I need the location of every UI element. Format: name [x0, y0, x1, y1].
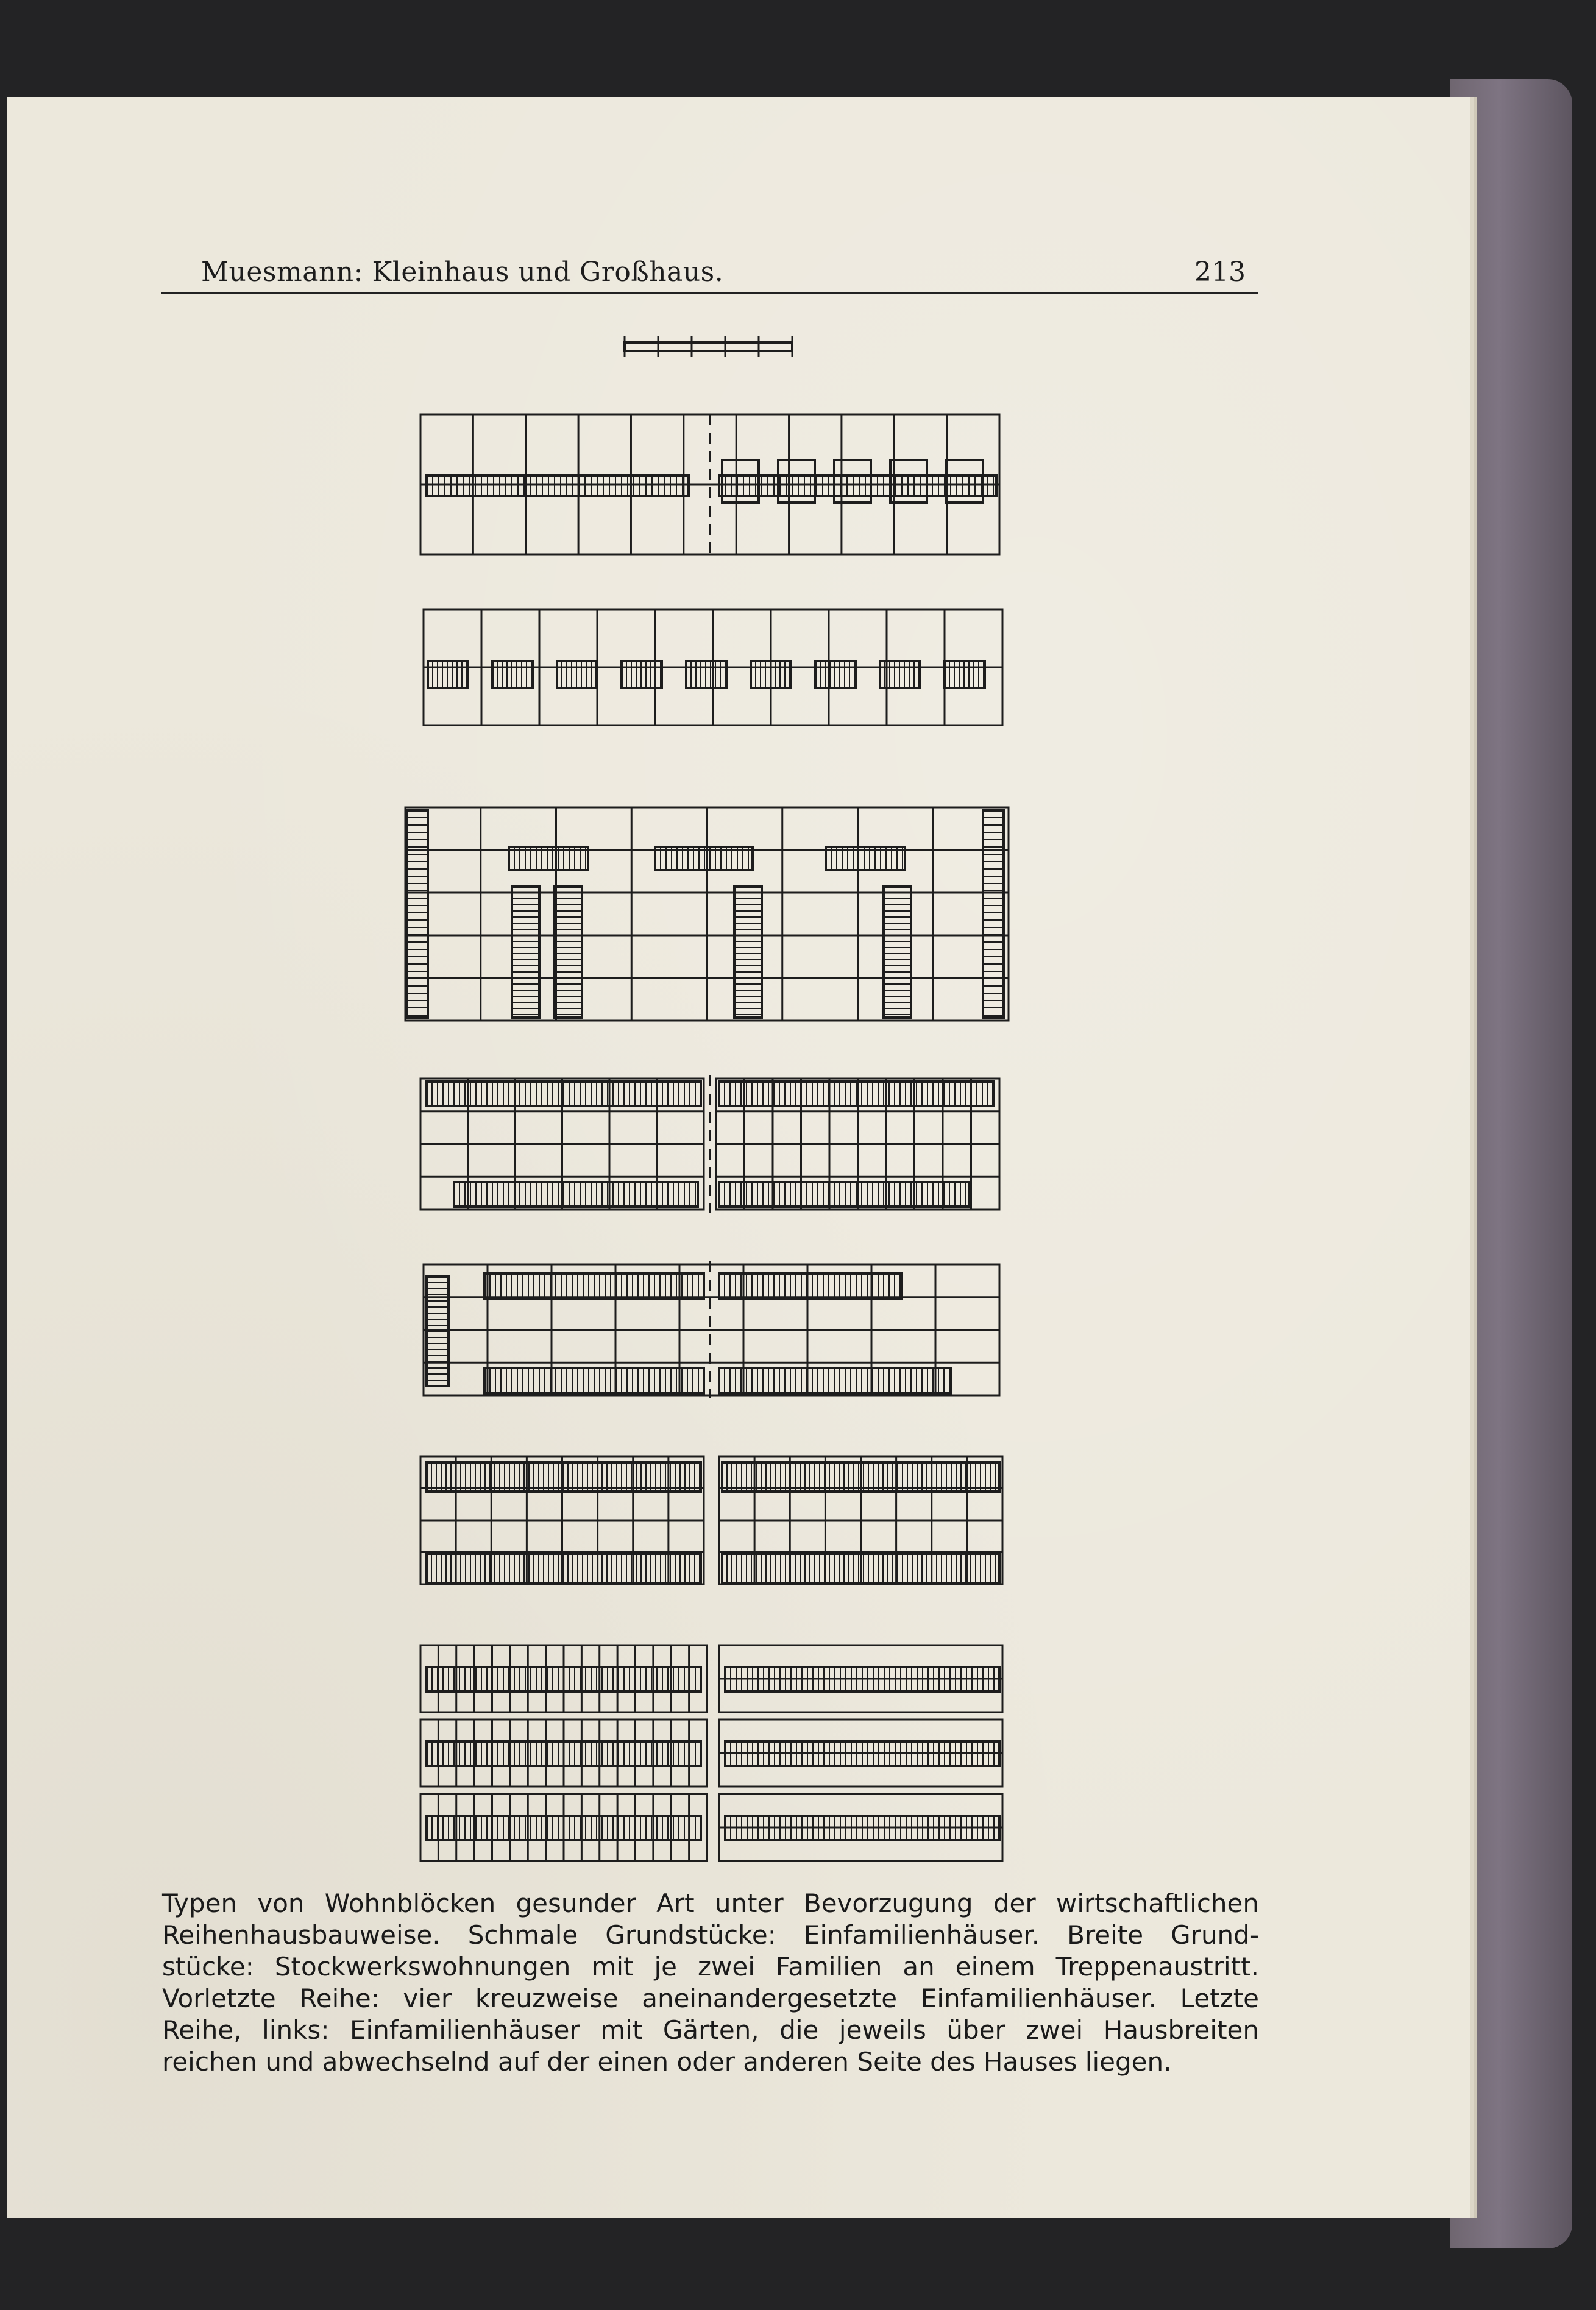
caption-line-2: Reihenhausbauweise. Schmale Grundstücke: Einfamilienhäuser. Breite Grund-	[162, 1920, 1259, 1950]
plan-3-column-4	[884, 887, 911, 1018]
plan-1-row-houses-right	[719, 475, 996, 496]
plan-4-left-bottom	[454, 1182, 698, 1206]
plan-3-column-3	[734, 887, 762, 1018]
caption-line-1: Typen von Wohnblöcken gesunder Art unter Bevorzugung der wirtschaftlichen	[162, 1888, 1259, 1918]
caption-line-3: stücke: Stockwerkswohnungen mit je zwei Familien an einem Treppenaustritt.	[162, 1952, 1259, 1982]
caption-line-6: reichen und abwechselnd auf der einen oder anderen Seite des Hauses liegen.	[162, 2047, 1172, 2077]
plan-4-right-bottom	[719, 1182, 969, 1206]
scale-bar	[625, 342, 792, 351]
figure-caption	[162, 1888, 1259, 2078]
plan-1-row-houses	[427, 475, 689, 496]
plan-3-column-2	[555, 887, 582, 1018]
running-head: Muesmann: Kleinhaus und Großhaus.	[201, 257, 724, 288]
caption-line-4: Vorletzte Reihe: vier kreuzweise aneinandergesetzte Einfamilienhäuser. Letzte	[162, 1983, 1259, 2013]
caption-line-5: Reihe, links: Einfamilienhäuser mit Gärten, die jeweils über zwei Hausbreiten	[162, 2015, 1259, 2045]
page-number: 213	[1194, 257, 1246, 288]
plan-3-column-1	[512, 887, 539, 1018]
